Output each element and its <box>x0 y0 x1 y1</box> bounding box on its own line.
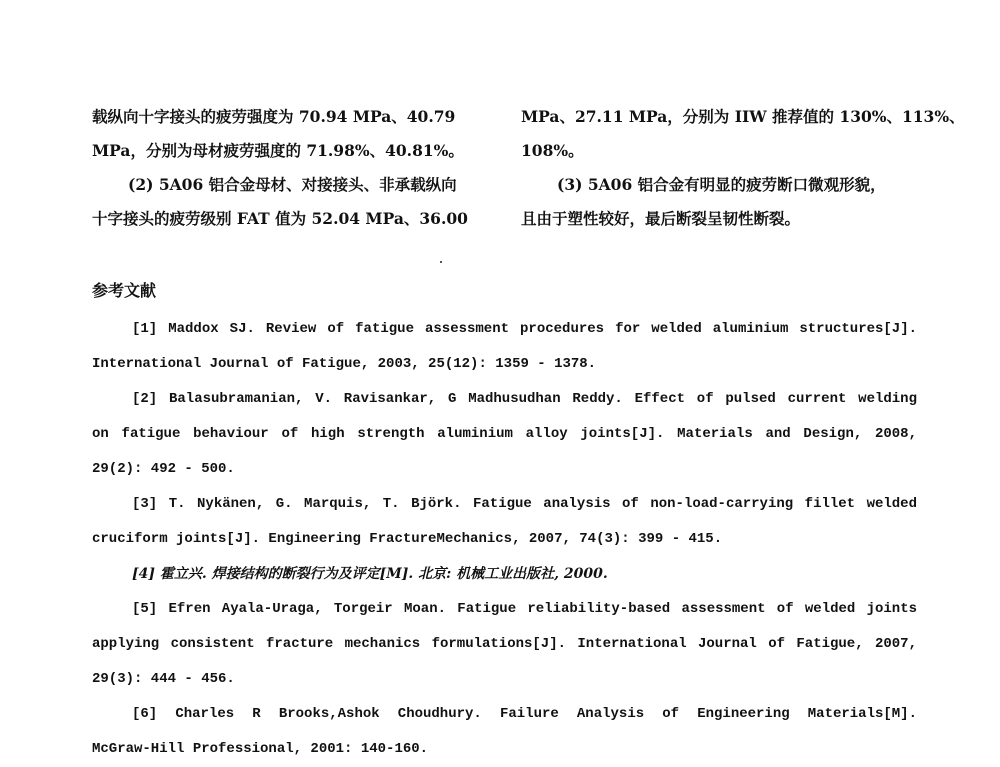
reference-entry-3: [3] T. Nykänen, G. Marquis, T. Björk. Fatigue analysis of non-load-carrying fillet welded <box>132 496 917 512</box>
references-list <box>92 312 917 767</box>
scan-speck <box>440 261 442 263</box>
body-text-line: MPa、27.11 MPa，分别为 IIW 推荐值的 130%、113%、 <box>521 107 965 126</box>
conclusion-item-2: (2) 5A06 铝合金母材、对接接头、非承载纵向 <box>128 175 457 194</box>
reference-entry-4: [4] 霍立兴. 焊接结构的断裂行为及评定[M]. 北京: 机械工业出版社, 2000. <box>132 566 608 582</box>
body-text-line: 且由于塑性较好，最后断裂呈韧性断裂。 <box>521 209 801 228</box>
conclusion-item-3: (3) 5A06 铝合金有明显的疲劳断口微观形貌， <box>557 175 886 194</box>
body-text-line: MPa，分别为母材疲劳强度的 71.98%、40.81%。 <box>92 141 464 160</box>
reference-continuation: McGraw-Hill Professional, 2001: 140-160. <box>92 741 429 757</box>
body-text-line: 载纵向十字接头的疲劳强度为 70.94 MPa、40.79 <box>92 107 456 126</box>
reference-entry-1: [1] Maddox SJ. Review of fatigue assessment procedures for welded aluminium structures[J]. <box>132 321 917 337</box>
reference-entry-5: [5] Efren Ayala-Uraga, Torgeir Moan. Fatigue reliability-based assessment of welded joints <box>132 601 917 617</box>
reference-continuation: cruciform joints[J]. Engineering FractureMechanics, 2007, 74(3): 399 - 415. <box>92 531 723 547</box>
body-text-line: 十字接头的疲劳级别 FAT 值为 52.04 MPa、36.00 <box>92 209 468 228</box>
conclusions-right-column <box>521 100 965 236</box>
reference-entry-2: [2] Balasubramanian, V. Ravisankar, G Madhusudhan Reddy. Effect of pulsed current welding <box>132 391 917 407</box>
reference-entry-6: [6] Charles R Brooks,Ashok Choudhury. Failure Analysis of Engineering Materials[M]. <box>132 706 917 722</box>
body-text-line: 108%。 <box>521 141 584 160</box>
conclusions-left-column <box>92 100 487 236</box>
references-heading: 参考文献 <box>92 281 157 300</box>
reference-continuation: International Journal of Fatigue, 2003, 25(12): 1359 - 1378. <box>92 356 597 372</box>
reference-continuation: on fatigue behaviour of high strength aluminium alloy joints[J]. Materials and Design, 2008, <box>92 426 917 442</box>
reference-continuation: applying consistent fracture mechanics formulations[J]. International Journal of Fatigue, 2007, <box>92 636 917 652</box>
reference-continuation: 29(3): 444 - 456. <box>92 671 235 687</box>
reference-continuation: 29(2): 492 - 500. <box>92 461 235 477</box>
